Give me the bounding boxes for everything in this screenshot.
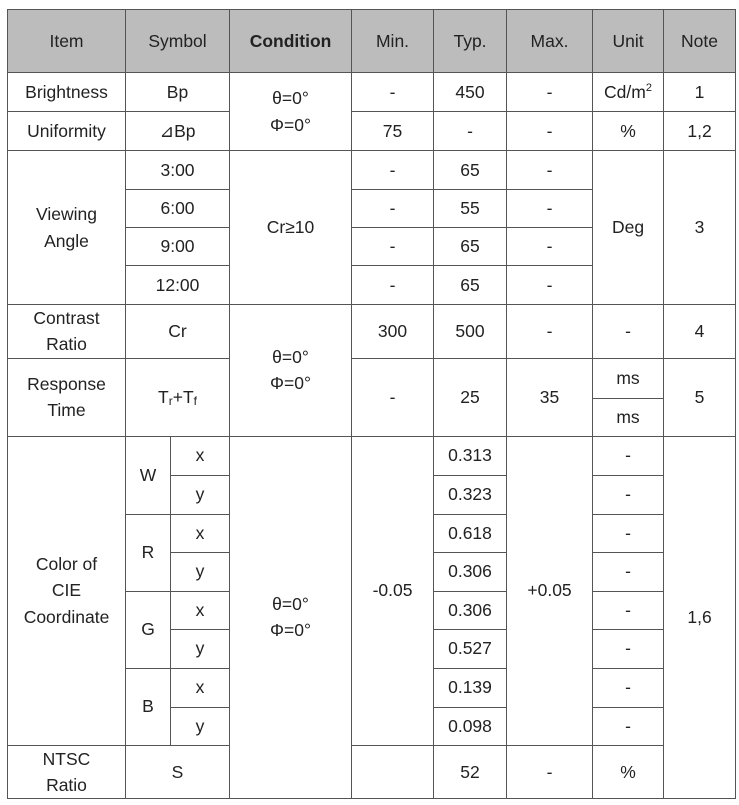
response-item-line2: Time — [47, 400, 86, 420]
condition-theta-phi-2 — [230, 305, 352, 437]
brightness-min: - — [352, 73, 434, 112]
condition-phi: Φ=0° — [270, 620, 311, 641]
viewing-symbol: 9:00 — [126, 228, 230, 266]
cie-unit: - — [593, 668, 664, 707]
cie-typ: 0.527 — [434, 629, 507, 668]
viewing-unit: Deg — [593, 151, 664, 305]
response-symbol-r: r — [168, 393, 173, 408]
ntsc-item-line1: NTSC — [42, 748, 91, 769]
contrast-item-line1: Contrast — [33, 308, 100, 328]
brightness-symbol: Bp — [126, 73, 230, 112]
viewing-max: - — [507, 190, 593, 228]
brightness-unit-sup: 2 — [645, 81, 652, 94]
header-min: Min. — [352, 10, 434, 73]
uniformity-symbol: ⊿Bp — [126, 112, 230, 151]
viewing-typ: 65 — [434, 228, 507, 266]
viewing-row — [8, 151, 736, 190]
cie-unit: - — [593, 475, 664, 514]
ntsc-max: - — [507, 745, 593, 799]
cie-unit: - — [593, 629, 664, 668]
contrast-unit: - — [593, 305, 664, 359]
cie-axis: x — [171, 436, 230, 475]
header-symbol: Symbol — [126, 10, 230, 73]
response-note: 5 — [664, 358, 736, 436]
cie-color-name: G — [126, 591, 171, 668]
brightness-typ: 450 — [434, 73, 507, 112]
contrast-note: 4 — [664, 305, 736, 359]
header-item: Item — [8, 10, 126, 73]
cie-axis: y — [171, 629, 230, 668]
cie-axis: x — [171, 668, 230, 707]
brightness-unit-base: Cd/m — [604, 81, 646, 102]
contrast-item — [8, 305, 126, 359]
cie-item-line3: Coordinate — [23, 606, 110, 627]
cie-min: -0.05 — [352, 436, 434, 745]
condition-theta: θ=0° — [272, 347, 309, 367]
ntsc-symbol: S — [126, 745, 230, 799]
response-min: - — [352, 358, 434, 436]
response-item — [8, 358, 126, 436]
cie-typ: 0.098 — [434, 707, 507, 745]
cie-typ: 0.618 — [434, 514, 507, 552]
cie-axis: y — [171, 475, 230, 514]
response-symbol — [126, 358, 230, 436]
cie-typ: 0.139 — [434, 668, 507, 707]
condition-theta-phi-3 — [230, 436, 352, 799]
viewing-symbol: 6:00 — [126, 190, 230, 228]
response-row — [8, 358, 736, 398]
viewing-min: - — [352, 228, 434, 266]
cie-typ: 0.313 — [434, 436, 507, 475]
brightness-unit — [593, 73, 664, 112]
cie-item-line1: Color of — [35, 554, 98, 575]
uniformity-unit: % — [593, 112, 664, 151]
cie-axis: y — [171, 707, 230, 745]
response-symbol-t: T — [158, 386, 169, 407]
header-unit: Unit — [593, 10, 664, 73]
contrast-item-line2: Ratio — [46, 334, 87, 355]
viewing-symbol: 3:00 — [126, 151, 230, 190]
cie-typ: 0.306 — [434, 552, 507, 591]
condition-phi: Φ=0° — [270, 114, 311, 135]
uniformity-row — [8, 112, 736, 151]
optical-spec-table — [7, 9, 736, 799]
response-symbol-plus-t: +T — [172, 386, 194, 407]
condition-theta: θ=0° — [272, 88, 309, 109]
cie-note: 1,6 — [664, 436, 736, 799]
contrast-min: 300 — [352, 305, 434, 359]
uniformity-max: - — [507, 112, 593, 151]
viewing-max: - — [507, 228, 593, 266]
cie-color-name: B — [126, 668, 171, 745]
contrast-typ: 500 — [434, 305, 507, 359]
cie-unit: - — [593, 707, 664, 745]
cie-item-line2: CIE — [51, 580, 82, 601]
brightness-row — [8, 73, 736, 112]
cie-unit: - — [593, 591, 664, 629]
cie-item — [8, 436, 126, 745]
response-unit: ms — [593, 358, 664, 398]
viewing-item-line1: Viewing — [36, 204, 97, 225]
viewing-item-line2: Angle — [44, 230, 89, 251]
uniformity-typ: - — [434, 112, 507, 151]
cie-unit: - — [593, 552, 664, 591]
cie-unit: - — [593, 514, 664, 552]
ntsc-item — [8, 745, 126, 799]
uniformity-item: Uniformity — [8, 112, 126, 151]
response-typ: 25 — [434, 358, 507, 436]
viewing-item — [8, 151, 126, 305]
header-condition: Condition — [230, 10, 352, 73]
condition-theta: θ=0° — [272, 594, 309, 614]
brightness-note: 1 — [664, 73, 736, 112]
viewing-max: - — [507, 266, 593, 305]
header-note: Note — [664, 10, 736, 73]
cie-max: +0.05 — [507, 436, 593, 745]
cie-unit: - — [593, 436, 664, 475]
cie-row — [8, 436, 736, 475]
ntsc-row — [8, 745, 736, 799]
cie-color-name: R — [126, 514, 171, 591]
condition-cr: Cr≥10 — [230, 151, 352, 305]
viewing-symbol: 12:00 — [126, 266, 230, 305]
ntsc-typ: 52 — [434, 745, 507, 799]
cie-axis: x — [171, 514, 230, 552]
condition-phi: Φ=0° — [270, 373, 311, 394]
viewing-note: 3 — [664, 151, 736, 305]
viewing-min: - — [352, 266, 434, 305]
uniformity-min: 75 — [352, 112, 434, 151]
brightness-max: - — [507, 73, 593, 112]
cie-axis: y — [171, 552, 230, 591]
viewing-min: - — [352, 190, 434, 228]
viewing-min: - — [352, 151, 434, 190]
contrast-row — [8, 305, 736, 359]
contrast-max: - — [507, 305, 593, 359]
ntsc-min — [352, 745, 434, 799]
response-item-line1: Response — [27, 373, 106, 394]
viewing-typ: 55 — [434, 190, 507, 228]
response-symbol-f: f — [193, 393, 197, 408]
cie-color-name: W — [126, 436, 171, 514]
header-max: Max. — [507, 10, 593, 73]
ntsc-item-line2: Ratio — [46, 774, 87, 795]
response-max: 35 — [507, 358, 593, 436]
brightness-item: Brightness — [8, 73, 126, 112]
condition-theta-phi-1 — [230, 73, 352, 151]
response-unit: ms — [593, 398, 664, 436]
viewing-max: - — [507, 151, 593, 190]
ntsc-unit: % — [593, 745, 664, 799]
cie-typ: 0.306 — [434, 591, 507, 629]
cie-typ: 0.323 — [434, 475, 507, 514]
header-row — [8, 10, 736, 73]
viewing-typ: 65 — [434, 266, 507, 305]
header-typ: Typ. — [434, 10, 507, 73]
uniformity-note: 1,2 — [664, 112, 736, 151]
contrast-symbol: Cr — [126, 305, 230, 359]
viewing-typ: 65 — [434, 151, 507, 190]
cie-axis: x — [171, 591, 230, 629]
